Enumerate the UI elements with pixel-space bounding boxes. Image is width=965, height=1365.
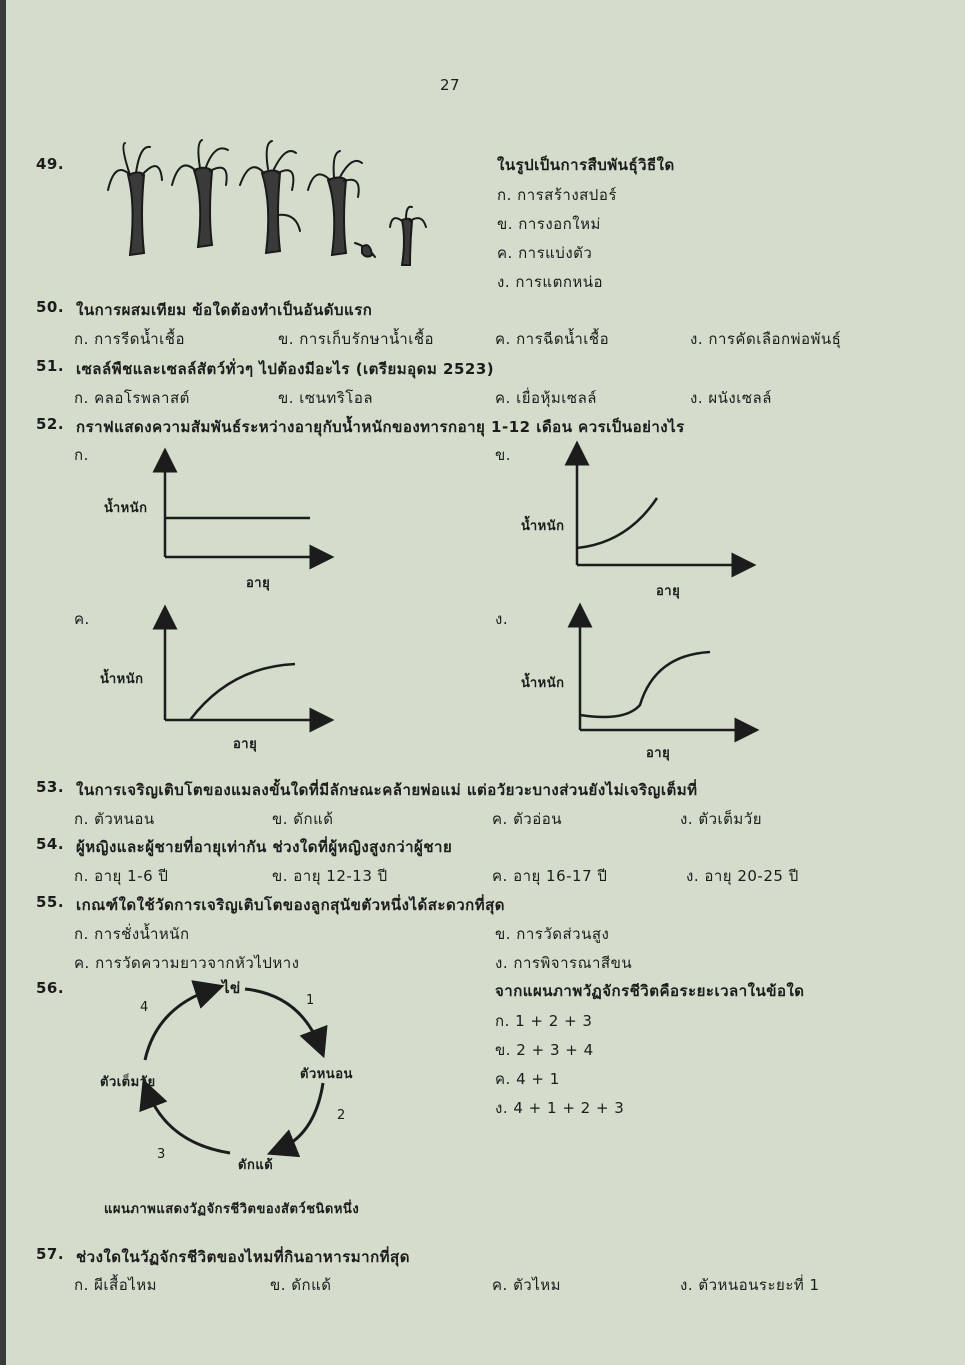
q49-question: ในรูปเป็นการสืบพันธุ์วิธีใด [497,156,675,174]
q53-choice-a: ก. ตัวหนอน [74,810,155,828]
q50-choice-c: ค. การฉีดน้ำเชื้อ [495,330,610,348]
q55-number: 55. [36,893,65,911]
arrow-label-2: 2 [337,1108,346,1123]
q55-choice-d: ง. การพิจารณาสีขน [495,954,633,972]
q51-choice-b: ข. เซนทริโอล [278,389,374,407]
graph-c-xlabel: อายุ [233,737,258,752]
graph-b-label: ข. [495,446,512,464]
q56-choice-d: ง. 4 + 1 + 2 + 3 [495,1099,625,1117]
q50-number: 50. [36,298,65,316]
q57-number: 57. [36,1245,65,1263]
q49-choice-c: ค. การแบ่งตัว [497,244,593,262]
q57-choice-c: ค. ตัวไหม [492,1276,562,1294]
graph-d-label: ง. [495,610,509,628]
q51-choice-c: ค. เยื่อหุ้มเซลล์ [495,389,597,407]
q54-choice-b: ข. อายุ 12-13 ปี [272,867,388,885]
graph-d-ylabel: น้ำหนัก [521,676,565,691]
graph-d-xlabel: อายุ [646,746,671,761]
arrow-label-3: 3 [157,1147,166,1162]
q49-choice-d: ง. การแตกหน่อ [497,273,604,291]
q51-choice-a: ก. คลอโรพลาสต์ [74,389,190,407]
q51-choice-d: ง. ผนังเซลล์ [690,389,772,407]
q49-number: 49. [36,155,65,173]
q53-choice-b: ข. ดักแด้ [272,810,334,828]
graph-a [150,455,330,565]
q51-number: 51. [36,357,65,375]
page-edge [0,0,6,1365]
graph-c-curve [190,664,295,720]
q57-choice-d: ง. ตัวหนอนระยะที่ 1 [680,1276,820,1294]
hydra-budding-illustration [100,135,440,270]
arrow-label-1: 1 [306,993,315,1008]
graph-b-ylabel: น้ำหนัก [521,519,565,534]
graph-d [565,610,755,735]
q55-choice-a: ก. การชั่งน้ำหนัก [74,925,190,943]
stage-larva: ตัวหนอน [300,1067,353,1082]
graph-b-curve [577,498,657,548]
graph-a-xlabel: อายุ [246,576,271,591]
q54-choice-c: ค. อายุ 16-17 ปี [492,867,608,885]
graph-a-ylabel: น้ำหนัก [104,501,148,516]
q54-choice-a: ก. อายุ 1-6 ปี [74,867,169,885]
arrow-label-4: 4 [140,1000,149,1015]
q56-choice-c: ค. 4 + 1 [495,1070,560,1088]
q56-choice-b: ข. 2 + 3 + 4 [495,1041,594,1059]
q57-choice-b: ข. ดักแด้ [270,1276,332,1294]
q53-choice-c: ค. ตัวอ่อน [492,810,563,828]
q56-number: 56. [36,979,65,997]
q55-choice-c: ค. การวัดความยาวจากหัวไปหาง [74,954,300,972]
q50-choice-b: ข. การเก็บรักษาน้ำเชื้อ [278,330,435,348]
q55-question: เกณฑ์ใดใช้วัดการเจริญเติบโตของลูกสุนัขตัวหนึ่งได้สะดวกที่สุด [76,896,505,914]
q49-choice-a: ก. การสร้างสปอร์ [497,186,617,204]
q51-question: เซลล์พืชและเซลล์สัตว์ทั่วๆ ไปต้องมีอะไร (เตรียมอุดม 2523) [76,360,495,378]
cycle-arrow-3 [147,1090,230,1153]
q50-question: ในการผสมเทียม ข้อใดต้องทำเป็นอันดับแรก [76,301,373,319]
q56-question: จากแผนภาพวัฏจักรชีวิตคือระยะเวลาในข้อใด [495,982,805,1000]
graph-b-xlabel: อายุ [656,584,681,599]
cycle-arrow-4 [145,989,213,1060]
cycle-caption: แผนภาพแสดงวัฏจักรชีวิตของสัตว์ชนิดหนึ่ง [104,1202,360,1217]
q57-question: ช่วงใดในวัฏจักรชีวิตของไหมที่กินอาหารมากที่สุด [76,1248,410,1266]
graph-c [150,612,330,727]
stage-adult: ตัวเต็มวัย [100,1075,156,1090]
q49-choice-b: ข. การงอกใหม่ [497,215,601,233]
q57-choice-a: ก. ผีเสื้อไหม [74,1276,158,1294]
q55-choice-b: ข. การวัดส่วนสูง [495,925,610,943]
cycle-arrow-2 [278,1083,323,1150]
page-number: 27 [440,76,461,94]
q52-number: 52. [36,415,65,433]
stage-egg: ไข่ [222,979,241,997]
graph-d-curve [580,652,710,717]
q52-question: กราฟแสดงความสัมพันธ์ระหว่างอายุกับน้ำหนักของทารกอายุ 1-12 เดือน ควรเป็นอย่างไร [76,418,685,436]
graph-a-label: ก. [74,446,89,464]
q53-number: 53. [36,778,65,796]
q54-number: 54. [36,835,65,853]
graph-c-label: ค. [74,610,90,628]
q50-choice-d: ง. การคัดเลือกพ่อพันธุ์ [690,330,842,348]
graph-c-ylabel: น้ำหนัก [100,672,144,687]
q53-question: ในการเจริญเติบโตของแมลงขั้นใดที่มีลักษณะคล้ายพ่อแม่ แต่อวัยวะบางส่วนยังไม่เจริญเต็มที่ [76,781,698,799]
q50-choice-a: ก. การรีดน้ำเชื้อ [74,330,185,348]
stage-pupa: ดักแด้ [238,1158,274,1173]
q54-question: ผู้หญิงและผู้ชายที่อายุเท่ากัน ช่วงใดที่ผู้หญิงสูงกว่าผู้ชาย [76,838,453,856]
q56-choice-a: ก. 1 + 2 + 3 [495,1012,593,1030]
q53-choice-d: ง. ตัวเต็มวัย [680,810,762,828]
q54-choice-d: ง. อายุ 20-25 ปี [686,867,799,885]
graph-b [562,448,752,573]
